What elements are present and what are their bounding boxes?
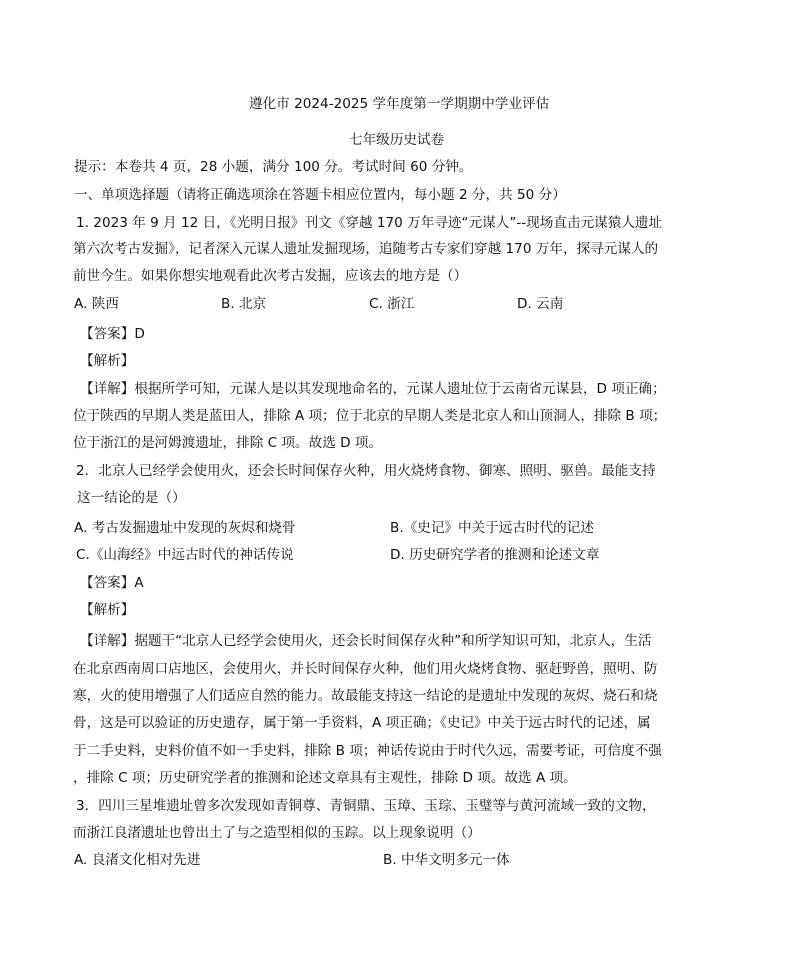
option-c: C. 浙江 <box>369 296 415 312</box>
option-d: D. 云南 <box>517 296 564 312</box>
answer-label: 【答案】D <box>80 326 145 342</box>
question-stem-line: 而浙江良渚遗址也曾出土了与之造型相似的玉踪。以上现象说明（） <box>73 825 481 841</box>
option-c: C.《山海经》中远古时代的神话传说 <box>76 547 294 563</box>
detail-line: 位于陕西的早期人类是蓝田人，排除 A 项；位于北京的早期人类是北京人和山顶洞人，排除 B 项； <box>73 408 667 424</box>
detail-line: 【详解】据题干“北京人已经学会使用火，还会长时间保存火种”和所学知识可知，北京人，生活 <box>80 633 652 649</box>
exam-notice: 提示：本卷共 4 页，28 小题，满分 100 分。考试时间 60 分钟。 <box>74 159 473 175</box>
answer-label: 【答案】A <box>80 575 144 591</box>
question-stem-line: 这一结论的是（） <box>77 490 186 506</box>
option-a: A. 良渚文化相对先进 <box>74 852 201 868</box>
section-heading: 一、单项选择题（请将正确选项涂在答题卡相应位置内，每小题 2 分，共 50 分） <box>74 187 566 203</box>
option-a: A. 陕西 <box>74 296 119 312</box>
detail-line: 【详解】根据所学可知，元谋人是以其发现地命名的，元谋人遗址位于云南省元谋县，D 项正确； <box>80 381 666 397</box>
detail-line: 骨，这是可以验证的历史遗存，属于第一手资料，A 项正确；《史记》中关于远古时代的记述，属 <box>73 715 651 731</box>
detail-line: 在北京西南周口店地区，会使用火，并长时间保存火种，他们用火烧烤食物、驱赶野兽，照明、防 <box>73 661 658 677</box>
detail-line: 位于浙江的是河姆渡遗址，排除 C 项。故选 D 项。 <box>73 435 383 451</box>
question-stem-line: 前世今生。如果你想实地观看此次考古发掘，应该去的地方是（） <box>73 268 468 284</box>
question-stem-line: 3．四川三星堆遗址曾多次发现如青铜尊、青铜鼎、玉璋、玉琮、玉璧等与黄河流域一致的文物， <box>76 798 656 814</box>
question-stem-line: 1. 2023 年 9 月 12 日，《光明日报》刊文《穿越 170 万年寻迹“元谋人”--现场直击元谋猿人遗址 <box>76 215 663 231</box>
detail-line: 于二手史料，史料价值不如一手史料，排除 B 项；神话传说由于时代久远，需要考证，可信度不强 <box>73 743 662 759</box>
detail-line: 寒，火的使用增强了人们适应自然的能力。故最能支持这一结论的是遗址中发现的灰烬、烧石和烧 <box>73 688 658 704</box>
exam-subtitle: 七年级历史试卷 <box>349 132 445 148</box>
analysis-label: 【解析】 <box>80 602 135 618</box>
option-b: B.《史记》中关于远古时代的记述 <box>390 520 594 536</box>
question-stem-line: 2．北京人已经学会使用火，还会长时间保存火种，用火烧烤食物、御寒、照明、驱兽。最能支持 <box>76 463 656 479</box>
detail-line: ，排除 C 项；历史研究学者的推测和论述文章具有主观性，排除 D 项。故选 A 项。 <box>73 770 577 786</box>
analysis-label: 【解析】 <box>80 353 135 369</box>
option-a: A. 考古发掘遗址中发现的灰烬和烧骨 <box>74 520 296 536</box>
exam-title: 遵化市 2024-2025 学年度第一学期期中学业评估 <box>249 96 550 112</box>
option-d: D. 历史研究学者的推测和论述文章 <box>390 547 600 563</box>
option-b: B. 北京 <box>221 296 267 312</box>
option-b: B. 中华文明多元一体 <box>383 852 510 868</box>
question-stem-line: 第六次考古发掘》，记者深入元谋人遗址发掘现场，追随考古专家们穿越 170 万年，探寻元谋人的 <box>73 241 659 257</box>
